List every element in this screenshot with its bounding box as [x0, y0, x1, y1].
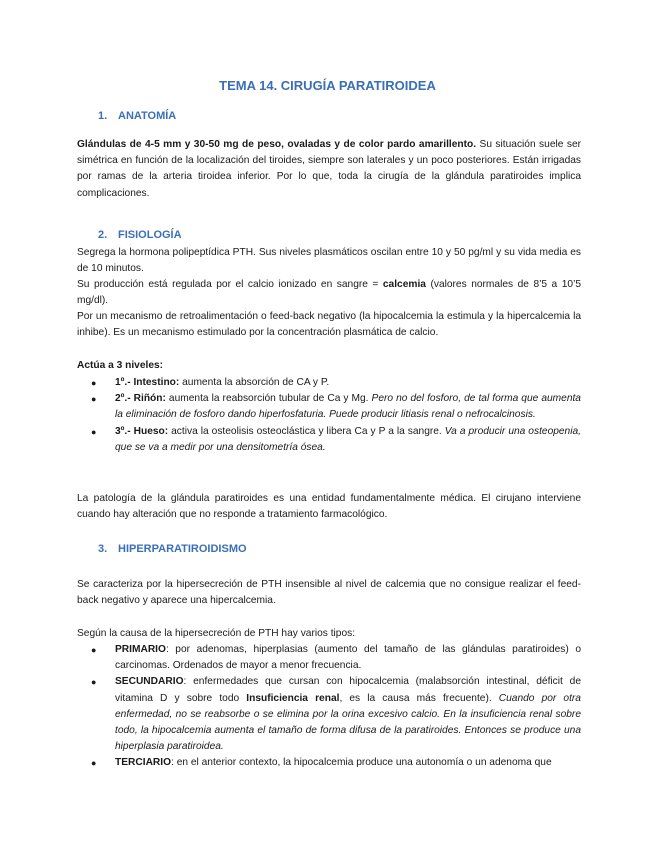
page-title: TEMA 14. CIRUGÍA PARATIROIDEA [219, 78, 436, 93]
anatomia-paragraph [77, 137, 581, 202]
anatomia-bold-lead: Glándulas de 4-5 mm y 30-50 mg de peso, ovaladas y de color pardo amarillento. [77, 139, 477, 150]
levels-title-text: Actúa a 3 niveles: [77, 360, 164, 371]
section-number: 3. [98, 543, 108, 555]
list-item [77, 642, 581, 674]
anatomia-text: Su situación suele ser simétrica en función de la localización del tiroides, siempre son laterales y un poco posteriores. Están irrigadas por ramas de la arteria tiroidea inferior. Por lo que, toda la cirugía de la glándula paratiroides implica complicaciones. [77, 139, 582, 199]
list-item [77, 424, 581, 456]
type-text: : en el anterior contexto, la hipocalcemia produce una autonomía o un adenoma que [171, 757, 552, 769]
bullet-icon: ● [91, 394, 97, 405]
bullet-icon: ● [91, 426, 97, 437]
fisiologia-p2-bold: calcemia [382, 279, 426, 290]
section-title: HIPERPARATIROIDISMO [118, 543, 247, 555]
bullet-icon: ● [91, 378, 97, 388]
section-heading-anatomia [98, 110, 176, 122]
level-text: aumenta la reabsorción tubular de Ca y Mg. [165, 393, 372, 405]
type-text: : por adenomas, hiperplasias (aumento del tamaño de las glándulas paratiroides) o carcinomas. Ordenados de mayor a menor frecuencia. [115, 644, 581, 672]
levels-title [77, 358, 581, 374]
bullet-icon: ● [91, 677, 97, 688]
fisiologia-p2-text: Su producción está regulada por el calcio ionizado en sangre = [77, 279, 383, 290]
level-text: aumenta la absorción de CA y P. [179, 377, 330, 388]
level-italic: Va a producir una osteopenia, que se va a medir por una densitometría ósea. [115, 425, 581, 453]
list-item [77, 391, 581, 423]
section-number: 2. [98, 229, 108, 241]
section-heading-hiperparatiroidismo [98, 543, 247, 555]
types-list [77, 642, 581, 772]
list-item [77, 674, 581, 755]
section-title: FISIOLOGÍA [118, 229, 182, 241]
type-text: : enfermedades que cursan con hipocalcemia (malabsorción intestinal, déficit de vitamina D y sobre todo [115, 676, 581, 704]
levels-list [77, 375, 581, 456]
type-label: SECUNDARIO [115, 676, 184, 688]
type-bold: Insuficiencia renal [246, 692, 340, 704]
level-text: activa la osteolisis osteoclástica y libera Ca y P a la sangre. [168, 425, 445, 437]
type-text-2: , es la causa más frecuente). [339, 692, 499, 704]
level-label: 2º.- Riñón: [115, 393, 166, 405]
section-title: ANATOMÍA [118, 110, 177, 122]
type-italic: Cuando por otra enfermedad, no se reabsorbe o se elimina por la orina excesivo calcio. En la insuficiencia renal sobre todo, la hipocalcemia aumenta el tamaño de forma difusa de la paratiroides. Entonces se produce una hiperplasia paratiroidea. [115, 692, 581, 753]
type-label: TERCIARIO [115, 757, 172, 769]
level-label: 1º.- Intestino: [115, 377, 180, 388]
fisiologia-note: La patología de la glándula paratiroides es una entidad fundamentalmente médica. El cirujano interviene cuando hay alteración que no responde a tratamiento farmacológico. [77, 493, 581, 521]
section-heading-fisiologia [98, 229, 182, 241]
level-label: 3º.- Hueso: [115, 425, 169, 437]
fisiologia-p2-text-end: (valores normales de 8’5 a 10’5 mg/dl). [77, 279, 581, 307]
bullet-icon: ● [91, 645, 97, 655]
type-label: PRIMARIO [115, 644, 166, 655]
section-number: 1. [98, 110, 108, 122]
fisiologia-paragraph-2 [77, 277, 581, 309]
hiper-paragraph-1: Se caracteriza por la hipersecreción de PTH insensible al nivel de calcemia que no consigue realizar el feed-back negativo y aparece una hipercalcemia. [77, 579, 581, 607]
level-italic: Pero no del fosforo, de tal forma que aumenta la eliminación de fosforo dando hiperfosfaturia. Puede producir litiasis renal o nefrocalcinosis. [115, 393, 581, 421]
fisiologia-paragraph-3: Por un mecanismo de retroalimentación o feed-back negativo (la hipocalcemia la estimula y la hipercalcemia la inhibe). Es un mecanismo estimulado por la concentración plasmática de calcio. [77, 311, 581, 339]
fisiologia-paragraph-1: Segrega la hormona polipeptídica PTH. Sus niveles plasmáticos oscilan entre 10 y 50 pg/ml y su vida media es de 10 minutos. [77, 247, 581, 275]
bullet-icon: ● [91, 758, 97, 769]
list-item [77, 755, 581, 771]
hiper-paragraph-2: Según la causa de la hipersecreción de PTH hay varios tipos: [77, 628, 356, 639]
list-item [77, 375, 581, 391]
